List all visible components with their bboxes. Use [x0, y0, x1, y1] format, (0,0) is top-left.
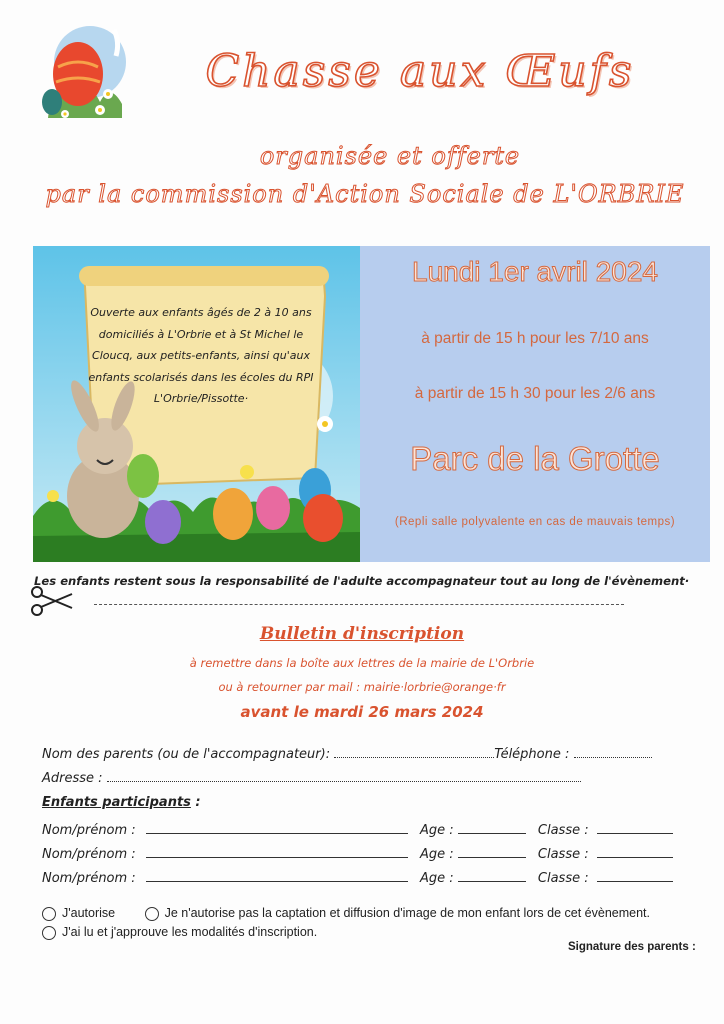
- child-age-field[interactable]: [458, 819, 526, 834]
- child-class-field[interactable]: [597, 819, 673, 834]
- responsibility-note: Les enfants restent sous la responsabilité de l'adulte accompagnateur tout au long de l'évènement·: [34, 574, 690, 588]
- parents-label: Nom des parents (ou de l'accompagnateur):: [42, 747, 331, 762]
- child-name-field[interactable]: [146, 867, 408, 882]
- child-class-label: Classe :: [537, 823, 589, 838]
- address-row: [42, 771, 692, 786]
- event-date: Lundi 1er avril 2024: [412, 256, 658, 287]
- child-class-label: Classe :: [537, 847, 589, 862]
- terms-label: J'ai lu et j'approuve les modalités d'inscription.: [62, 925, 318, 939]
- delivery-instruction: à remettre dans la boîte aux lettres de la mairie de L'Orbrie: [189, 656, 535, 670]
- subtitle-organised: organisée et offerte: [259, 142, 521, 170]
- child-class-field[interactable]: [597, 843, 673, 858]
- child-age-field[interactable]: [458, 867, 526, 882]
- subtitle-commission: par la commission d'Action Sociale de L'ORBRIE: [45, 180, 685, 208]
- child-name-field[interactable]: [146, 843, 408, 858]
- child-row: [42, 843, 692, 862]
- parents-field[interactable]: [334, 757, 494, 758]
- children-title: [42, 795, 201, 810]
- child-age-field[interactable]: [458, 843, 526, 858]
- child-name-label: Nom/prénom :: [42, 847, 136, 862]
- event-location: Parc de la Grotte: [410, 440, 660, 477]
- form-title-text: Bulletin d'inscription: [259, 624, 465, 644]
- child-name-field[interactable]: [146, 819, 408, 834]
- start-time-younger: à partir de 15 h 30 pour les 2/6 ans: [414, 385, 656, 402]
- terms-radio[interactable]: [42, 926, 56, 940]
- child-row: [42, 819, 692, 838]
- registration-deadline: avant le mardi 26 mars 2024: [240, 703, 484, 721]
- child-name-label: Nom/prénom :: [42, 823, 136, 838]
- terms-consent-row: [42, 925, 317, 940]
- authorize-label: J'autorise: [62, 906, 116, 920]
- backup-location: (Repli salle polyvalente en cas de mauvais temps): [394, 516, 676, 528]
- children-title-colon: :: [190, 795, 201, 810]
- easter-egg-logo: [30, 22, 130, 122]
- child-name-label: Nom/prénom :: [42, 871, 136, 886]
- child-row: [42, 867, 692, 886]
- signature-label: Signature des parents :: [568, 941, 696, 953]
- authorize-radio[interactable]: [42, 907, 56, 921]
- eligibility-text: Ouverte aux enfants âgés de 2 à 10 ans domiciliés à L'Orbrie et à St Michel le Cloucq, aux petits-enfants, ainsi qu'aux enfants scolarisés dans les écoles du RPI L'Orbrie/Pissotte·: [88, 306, 314, 405]
- image-consent-row: [42, 906, 650, 921]
- child-class-field[interactable]: [597, 867, 673, 882]
- refuse-radio[interactable]: [145, 907, 159, 921]
- child-age-label: Age :: [419, 823, 454, 838]
- page-title: Chasse aux Œufs: [205, 46, 635, 97]
- cut-line: [94, 604, 624, 605]
- address-field[interactable]: [107, 781, 581, 782]
- child-age-label: Age :: [419, 871, 454, 886]
- phone-field[interactable]: [574, 757, 652, 758]
- refuse-label: Je n'autorise pas la captation et diffusion d'image de mon enfant lors de cet évènement.: [164, 906, 650, 920]
- phone-label: Téléphone :: [494, 747, 570, 762]
- child-class-label: Classe :: [537, 871, 589, 886]
- address-label: Adresse :: [42, 771, 103, 786]
- form-title: [0, 624, 724, 644]
- start-time-older: à partir de 15 h pour les 7/10 ans: [421, 330, 649, 347]
- children-title-label: Enfants participants: [42, 795, 191, 810]
- email-instruction: ou à retourner par mail : mairie·lorbrie@orange·fr: [218, 680, 506, 694]
- event-info-panel: [360, 246, 710, 562]
- scissors-icon: [30, 586, 74, 616]
- parents-row: [42, 747, 692, 762]
- child-age-label: Age :: [419, 847, 454, 862]
